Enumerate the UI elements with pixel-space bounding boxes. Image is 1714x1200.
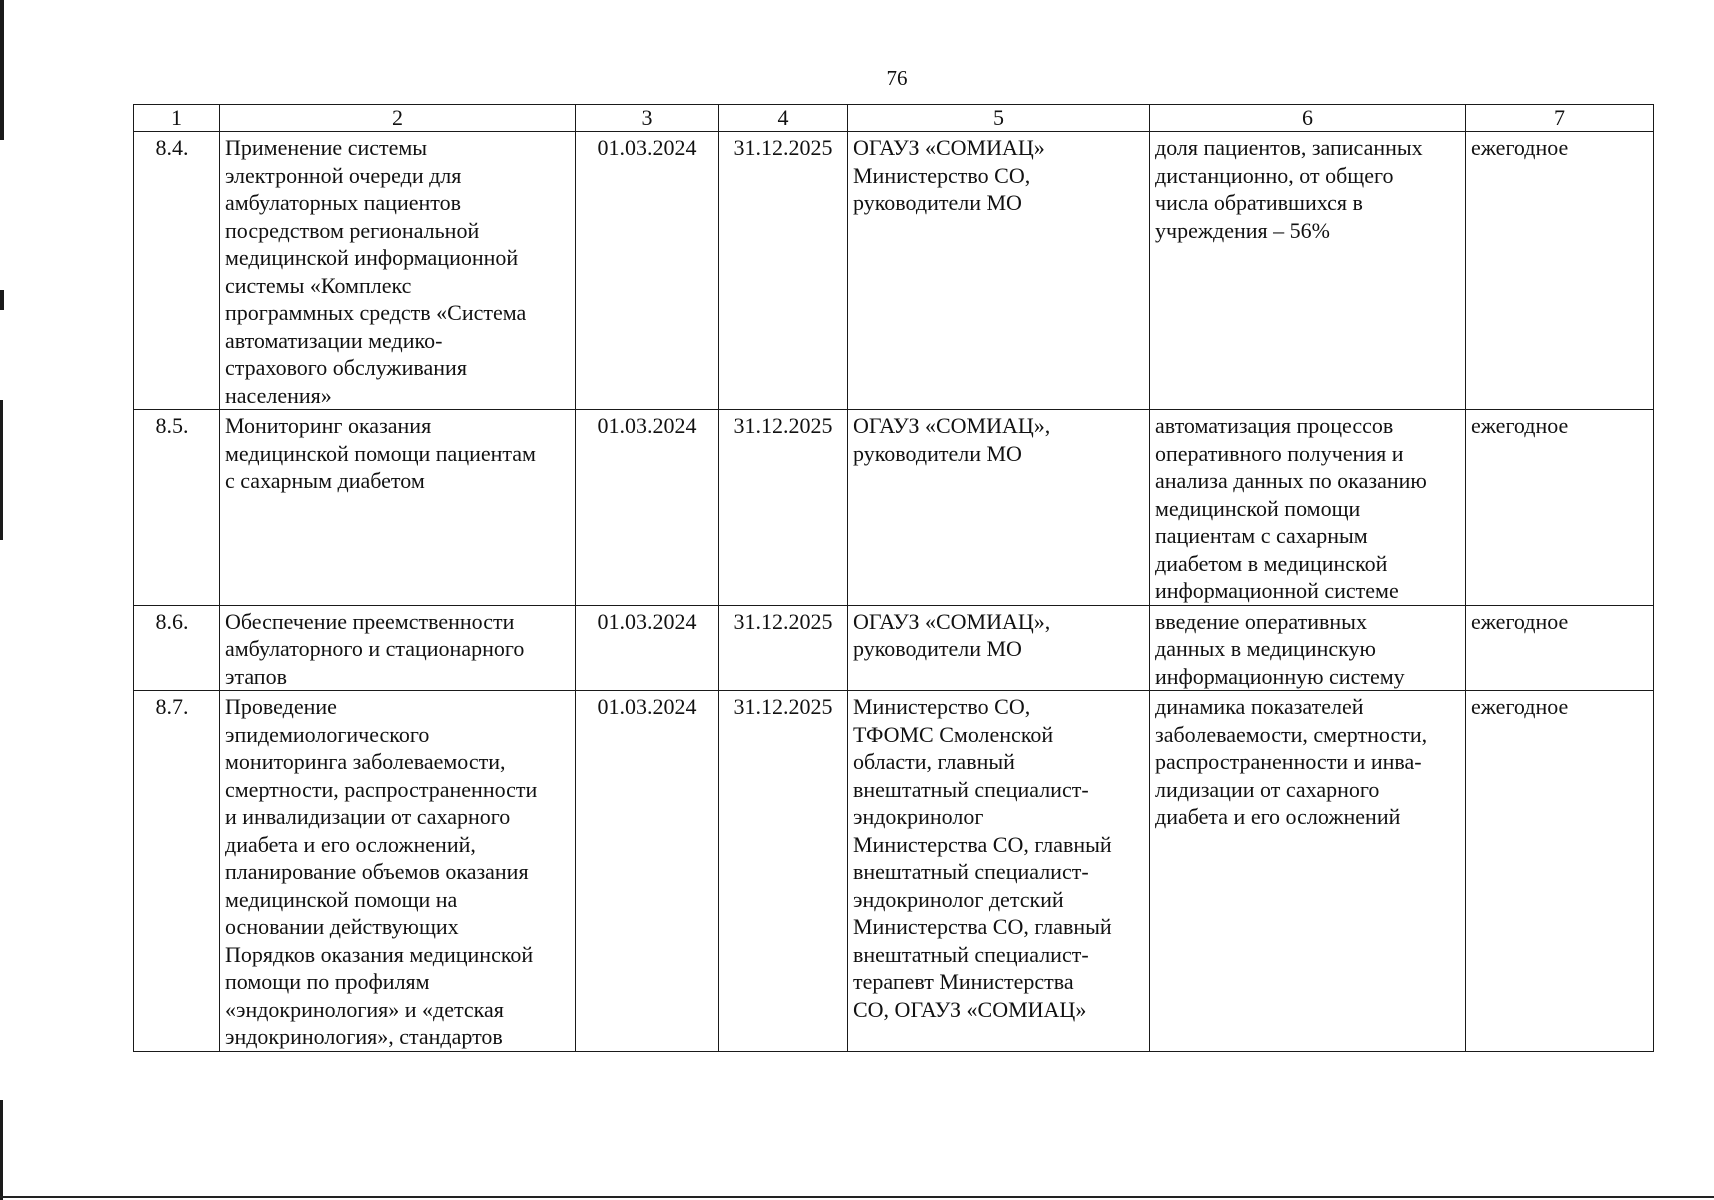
end-date-cell: 31.12.2025 [719,691,848,1052]
page-number: 76 [886,66,908,90]
end-date-cell: 31.12.2025 [719,132,848,410]
activities-table [133,104,1654,1052]
table-row [134,691,1654,1052]
row-number: 8.7. [134,691,220,1052]
periodicity-cell: ежегодное [1466,691,1654,1052]
scan-edge-mark [0,400,3,540]
start-date-cell: 01.03.2024 [576,410,719,606]
responsible-cell: ОГАУЗ «СОМИАЦ», руководители МО [848,410,1150,606]
column-header: 3 [576,105,719,132]
table-row [134,410,1654,606]
indicator-cell: введение оперативных данных в медицинскую информационную систему [1150,605,1466,691]
activity-cell: Проведение эпидемиологического мониторинга заболеваемости, смертности, распространенности и инвалидизации от сахарного диабета и его осложнений, планирование объемов оказания медицинской помощи на основании действующих Порядков оказания медицинской помощи по профилям «эндокринология» и «детская эндокринология», стандартов [220,691,576,1052]
column-header: 5 [848,105,1150,132]
start-date-cell: 01.03.2024 [576,605,719,691]
row-number: 8.6. [134,605,220,691]
indicator-cell: автоматизация процессов оперативного получения и анализа данных по оказанию медицинской помощи пациентам с сахарным диабетом в медицинской информационной системе [1150,410,1466,606]
column-header: 4 [719,105,848,132]
periodicity-cell: ежегодное [1466,132,1654,410]
activity-cell: Обеспечение преемственности амбулаторного и стационарного этапов [220,605,576,691]
table-row [134,132,1654,410]
scan-edge-mark [0,1100,3,1200]
scan-edge-mark [0,0,4,140]
row-number: 8.5. [134,410,220,606]
responsible-cell: Министерство СО, ТФОМС Смоленской области, главный внештатный специалист- эндокринолог Министерства СО, главный внештатный специалист- эндокринолог детский Министерства СО, главный внештатный специалист- терапевт Министерства СО, ОГАУЗ «СОМИАЦ» [848,691,1150,1052]
column-header: 1 [134,105,220,132]
start-date-cell: 01.03.2024 [576,132,719,410]
column-header: 7 [1466,105,1654,132]
indicator-cell: динамика показателей заболеваемости, смертности, распространенности и инва- лидизации от сахарного диабета и его осложнений [1150,691,1466,1052]
column-header: 6 [1150,105,1466,132]
end-date-cell: 31.12.2025 [719,410,848,606]
row-number: 8.4. [134,132,220,410]
table-header-row [134,105,1654,132]
periodicity-cell: ежегодное [1466,410,1654,606]
responsible-cell: ОГАУЗ «СОМИАЦ», руководители МО [848,605,1150,691]
page-bottom-rule [0,1196,1714,1198]
activity-cell: Применение системы электронной очереди для амбулаторных пациентов посредством региональной медицинской информационной системы «Комплекс программных средств «Система автоматизации медико- страхового обслуживания населения» [220,132,576,410]
table-row [134,605,1654,691]
end-date-cell: 31.12.2025 [719,605,848,691]
periodicity-cell: ежегодное [1466,605,1654,691]
indicator-cell: доля пациентов, записанных дистанционно, от общего числа обратившихся в учреждения – 56% [1150,132,1466,410]
responsible-cell: ОГАУЗ «СОМИАЦ» Министерство СО, руководители МО [848,132,1150,410]
column-header: 2 [220,105,576,132]
start-date-cell: 01.03.2024 [576,691,719,1052]
scan-edge-mark [0,290,4,310]
activity-cell: Мониторинг оказания медицинской помощи пациентам с сахарным диабетом [220,410,576,606]
